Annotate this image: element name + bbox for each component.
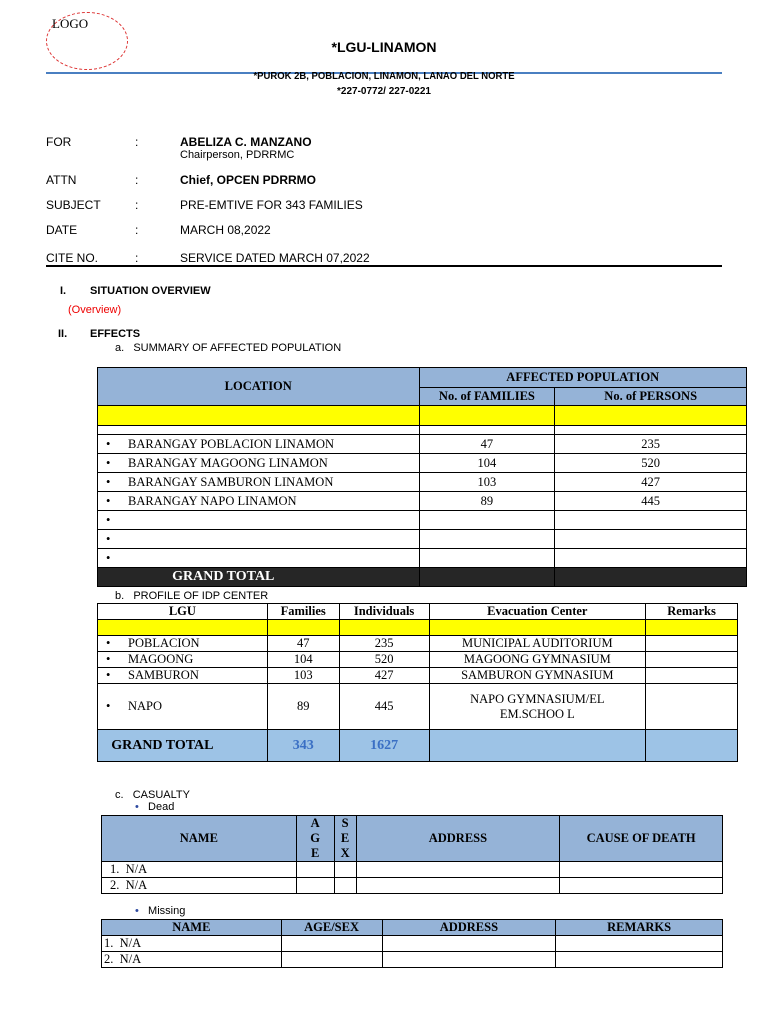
subsection-b-title: b. PROFILE OF IDP CENTER bbox=[115, 590, 269, 602]
for-value: ABELIZA C. MANZANO bbox=[180, 135, 312, 149]
table-row: • BARANGAY POBLACION LINAMON 47 235 bbox=[98, 435, 747, 454]
table-row: 1. N/A bbox=[102, 936, 723, 952]
for-colon: : bbox=[135, 135, 139, 149]
table-row: 2. N/A bbox=[102, 878, 723, 894]
subsection-c-title: c. CASUALTY bbox=[115, 789, 190, 801]
attn-label: ATTN bbox=[46, 173, 77, 187]
grand-total-label: GRAND TOTAL bbox=[98, 568, 420, 587]
section-2-number: II. bbox=[58, 328, 68, 340]
table-row: • SAMBURON 103 427 SAMBURON GYMNASIUM bbox=[98, 668, 738, 684]
cite-label: CITE NO. bbox=[46, 251, 99, 265]
col-persons: No. of PERSONS bbox=[555, 388, 747, 406]
grand-total-label: GRAND TOTAL bbox=[98, 730, 268, 762]
highlight-row bbox=[98, 620, 738, 636]
col-evacuation-center: Evacuation Center bbox=[429, 604, 646, 620]
col-families: Families bbox=[267, 604, 339, 620]
header-address: *PUROK 2B, POBLACION, LINAMON, LANAO DEL NORTE bbox=[253, 71, 515, 82]
cite-value: SERVICE DATED MARCH 07,2022 bbox=[180, 251, 370, 265]
table-row: • BARANGAY MAGOONG LINAMON 104 520 bbox=[98, 454, 747, 473]
col-families: No. of FAMILIES bbox=[419, 388, 555, 406]
table-row bbox=[98, 511, 747, 530]
for-label: FOR bbox=[46, 135, 72, 149]
attn-value: Chief, OPCEN PDRRMO bbox=[180, 173, 317, 187]
header-phone: *227-0772/ 227-0221 bbox=[337, 86, 431, 97]
col-address: ADDRESS bbox=[382, 920, 556, 936]
table-row: 1. N/A bbox=[102, 862, 723, 878]
dead-bullet: • Dead bbox=[135, 801, 175, 813]
table-row: • MAGOONG 104 520 MAGOONG GYMNASIUM bbox=[98, 652, 738, 668]
col-sex: S E X bbox=[334, 816, 356, 862]
col-affected-population: AFFECTED POPULATION bbox=[419, 368, 747, 388]
grand-total-families: 343 bbox=[267, 730, 339, 762]
attn-colon: : bbox=[135, 173, 139, 187]
table-row bbox=[98, 530, 747, 549]
affected-population-table bbox=[97, 367, 747, 587]
subsection-a-title: a. SUMMARY OF AFFECTED POPULATION bbox=[115, 342, 342, 354]
col-age-sex: AGE/SEX bbox=[281, 920, 382, 936]
col-lgu: LGU bbox=[98, 604, 268, 620]
dead-table bbox=[101, 815, 723, 894]
section-1-title: SITUATION OVERVIEW bbox=[90, 285, 211, 297]
section-2-title: EFFECTS bbox=[90, 328, 141, 340]
table-row: • POBLACION 47 235 MUNICIPAL AUDITORIUM bbox=[98, 636, 738, 652]
col-individuals: Individuals bbox=[339, 604, 429, 620]
section-1-note: (Overview) bbox=[68, 304, 122, 316]
subject-colon: : bbox=[135, 198, 139, 212]
table-row: • BARANGAY SAMBURON LINAMON 103 427 bbox=[98, 473, 747, 492]
date-value: MARCH 08,2022 bbox=[180, 223, 271, 237]
col-remarks: Remarks bbox=[646, 604, 738, 620]
col-name: NAME bbox=[102, 816, 297, 862]
spacer-row bbox=[98, 426, 747, 435]
table-row: 2. N/A bbox=[102, 952, 723, 968]
col-remarks: REMARKS bbox=[556, 920, 723, 936]
memo-divider bbox=[46, 265, 722, 267]
grand-total-row bbox=[98, 730, 738, 762]
date-label: DATE bbox=[46, 223, 78, 237]
col-name: NAME bbox=[102, 920, 282, 936]
col-location: LOCATION bbox=[98, 368, 420, 406]
table-row bbox=[98, 549, 747, 568]
missing-table bbox=[101, 919, 723, 968]
col-age: A G E bbox=[296, 816, 334, 862]
idp-center-table bbox=[97, 603, 738, 762]
page-title: *LGU-LINAMON bbox=[331, 39, 437, 55]
subject-label: SUBJECT bbox=[46, 198, 101, 212]
logo-text: LOGO bbox=[52, 16, 89, 31]
table-row: • BARANGAY NAPO LINAMON 89 445 bbox=[98, 492, 747, 511]
subject-value: PRE-EMTIVE FOR 343 FAMILIES bbox=[180, 198, 363, 212]
col-address: ADDRESS bbox=[356, 816, 560, 862]
grand-total-row bbox=[98, 568, 747, 587]
for-subtitle: Chairperson, PDRRMC bbox=[180, 149, 295, 161]
date-colon: : bbox=[135, 223, 139, 237]
section-1-number: I. bbox=[60, 285, 67, 297]
col-cause-of-death: CAUSE OF DEATH bbox=[560, 816, 723, 862]
cite-colon: : bbox=[135, 251, 139, 265]
highlight-row bbox=[98, 406, 747, 426]
missing-bullet: • Missing bbox=[135, 905, 186, 917]
table-row: • NAPO 89 445 NAPO GYMNASIUM/ELEM.SCHOO L bbox=[98, 684, 738, 730]
grand-total-individuals: 1627 bbox=[339, 730, 429, 762]
